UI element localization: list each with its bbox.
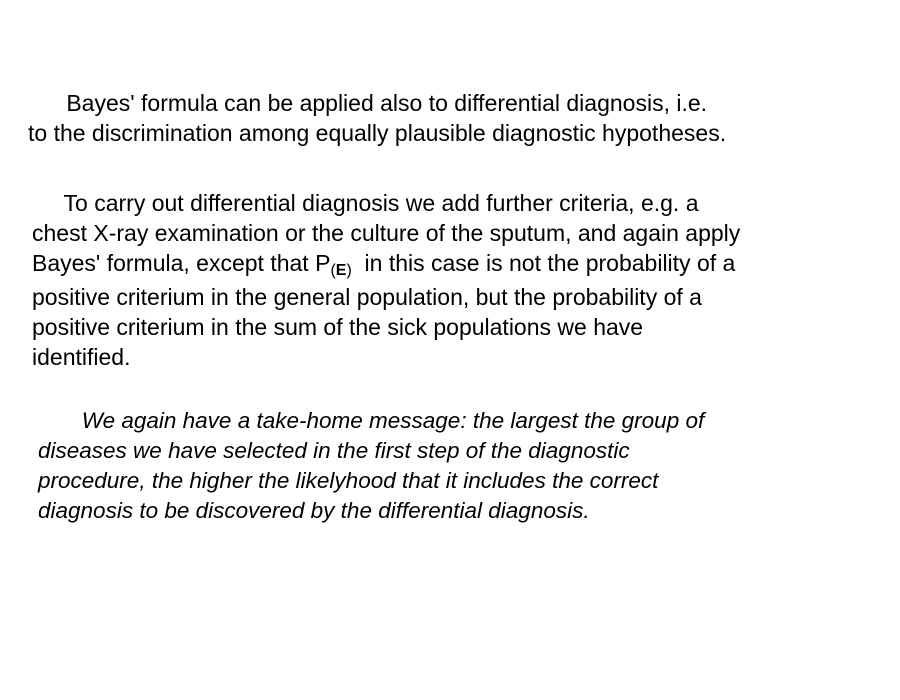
subscript-letter: E [335, 262, 347, 279]
text-line: positive criterium in the sum of the sick populations we have [32, 314, 644, 340]
text-line-with-formula [32, 248, 740, 282]
subscript-paren-close: ) [346, 262, 352, 279]
text-line: diseases we have selected in the first step of the diagnostic [38, 438, 630, 463]
paragraph-differential-procedure [32, 188, 740, 372]
text-line: chest X-ray examination or the culture of the sputum, and again apply [32, 220, 741, 246]
text-line: diagnosis to be discovered by the differential diagnosis. [38, 498, 590, 523]
subscript-paren-open: ( [330, 262, 336, 279]
text-line: positive criterium in the general population, but the probability of a [32, 284, 702, 310]
text-segment: in this case is not the probability of a [351, 250, 736, 276]
text-line: to the discrimination among equally plausible diagnostic hypotheses. [28, 120, 727, 146]
paragraph-take-home-message [38, 406, 704, 526]
paragraph-bayes-differential [28, 88, 726, 148]
probability-subscript [330, 262, 351, 279]
text-line: We again have a take-home message: the largest the group of [38, 408, 705, 433]
text-line: identified. [32, 344, 131, 370]
text-segment: Bayes' formula, except that P [32, 250, 331, 276]
text-line: To carry out differential diagnosis we add further criteria, e.g. a [32, 190, 699, 216]
text-line: Bayes' formula can be applied also to differential diagnosis, i.e. [28, 90, 708, 116]
text-line: procedure, the higher the likelyhood that it includes the correct [38, 468, 659, 493]
